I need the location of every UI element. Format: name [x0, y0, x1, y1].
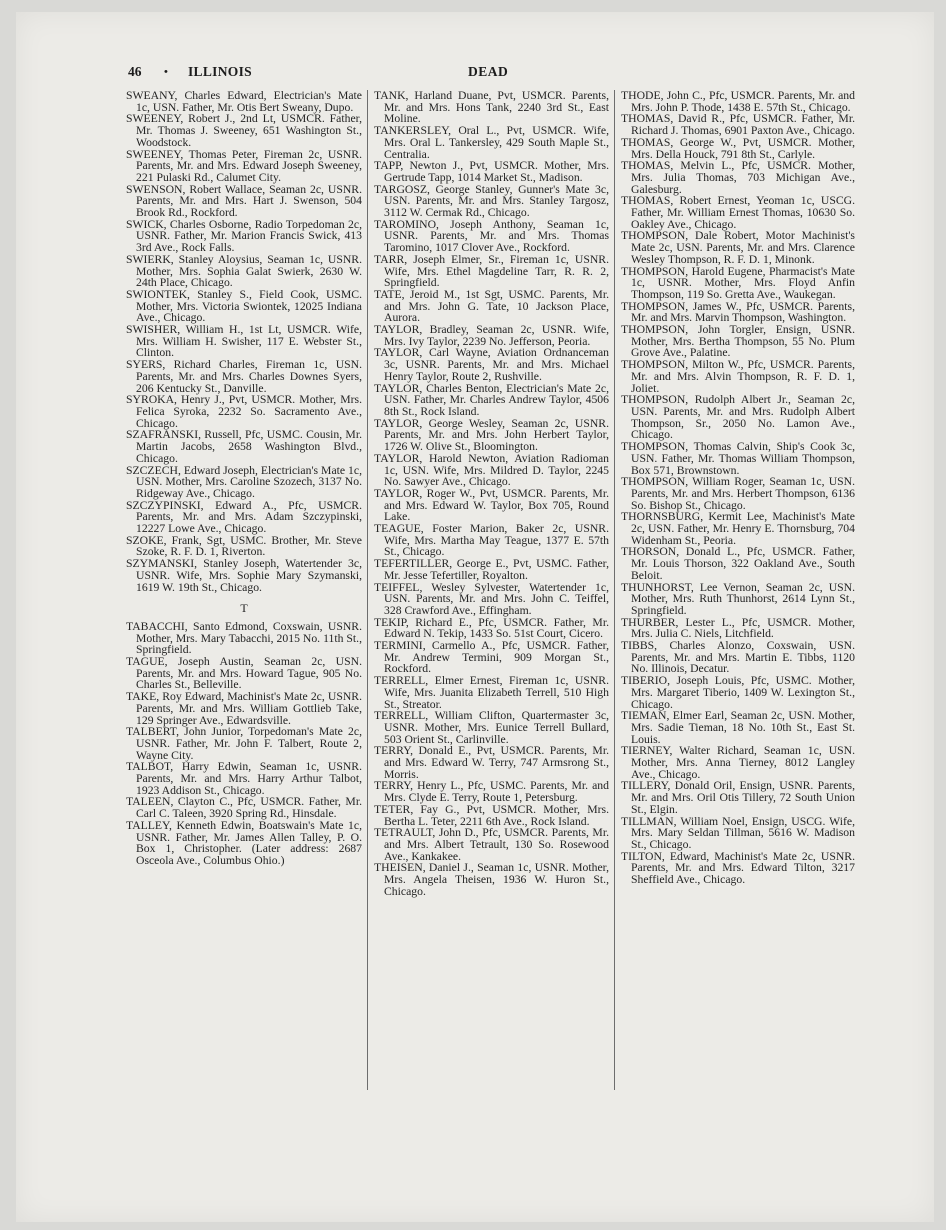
casualty-entry: TAYLOR, Bradley, Seaman 2c, USNR. Wife, Mrs. Ivy Taylor, 2239 No. Jefferson, Peoria. — [374, 323, 609, 348]
casualty-entry: TAKE, Roy Edward, Machinist's Mate 2c, USNR. Parents, Mr. and Mrs. William Gottlieb Take, 129 Springer Ave., Edwardsville. — [126, 690, 362, 727]
casualty-entry: THORSON, Donald L., Pfc, USMCR. Father, Mr. Louis Thorson, 322 Oakland Ave., South Beloit. — [621, 545, 855, 582]
casualty-entry: SWIERK, Stanley Aloysius, Seaman 1c, USNR. Mother, Mrs. Sophia Galat Swierk, 2630 W. 24th Place, Chicago. — [126, 252, 362, 290]
casualty-entry: SZCZECH, Edward Joseph, Electrician's Mate 1c, USN. Mother, Mrs. Caroline Szozech, 3137 No. Ridgeway Ave., Chicago. — [126, 463, 362, 500]
casualty-entry: TALEEN, Clayton C., Pfc, USMCR. Father, Mr. Carl C. Taleen, 3920 Spring Rd., Hinsdale. — [126, 795, 362, 821]
casualty-entry: SZAFRANSKI, Russell, Pfc, USMC. Cousin, Mr. Martin Jacobs, 2658 Washington Blvd., Chicago. — [126, 428, 362, 465]
casualty-entry: THUNHORST, Lee Vernon, Seaman 2c, USN. Mother, Mrs. Ruth Thunhorst, 2614 Lynn St., Springfield. — [621, 580, 855, 617]
casualty-entry: THOMPSON, Thomas Calvin, Ship's Cook 3c, USN. Father, Mr. Thomas William Thompson, Box 571, Brownstown. — [621, 440, 855, 477]
casualty-entry: TEIFFEL, Wesley Sylvester, Watertender 1c, USN. Parents, Mr. and Mrs. John C. Teiffel, 328 Crawford Ave., Effingham. — [374, 580, 609, 617]
state-name: ILLINOIS — [188, 64, 252, 79]
casualty-entry: TERRY, Donald E., Pvt, USMCR. Parents, Mr. and Mrs. Edward W. Terry, 747 Armsrong St., Morris. — [374, 744, 609, 781]
casualty-entry: THOMAS, Melvin L., Pfc, USMCR. Mother, Mrs. Julia Thomas, 703 Michigan Ave., Galesburg. — [621, 159, 855, 196]
casualty-entry: THOMPSON, Milton W., Pfc, USMCR. Parents, Mr. and Mrs. Alvin Thompson, R. F. D. 1, Joliet. — [621, 358, 855, 395]
casualty-entry: TILLERY, Donald Oril, Ensign, USNR. Parents, Mr. and Mrs. Oril Otis Tillery, 72 South Union St., Elgin. — [621, 779, 855, 816]
casualty-entry: SWICK, Charles Osborne, Radio Torpedoman 2c, USNR. Father, Mr. Marion Francis Swick, 413 3rd Ave., Rock Falls. — [126, 217, 362, 255]
casualty-entry: TIBBS, Charles Alonzo, Coxswain, USN. Parents, Mr. and Mrs. Martin E. Tibbs, 1120 No. Illinois, Decatur. — [621, 639, 855, 676]
casualty-entry: THORNSBURG, Kermit Lee, Machinist's Mate 2c, USN. Father, Mr. Henry E. Thornsburg, 704 Widenham St., Peoria. — [621, 510, 855, 547]
casualty-entry: THOMAS, George W., Pvt, USMCR. Mother, Mrs. Della Houck, 791 8th St., Carlyle. — [621, 135, 855, 161]
casualty-entry: TIERNEY, Walter Richard, Seaman 1c, USN. Mother, Mrs. Anna Tierney, 8012 Langley Ave., Chicago. — [621, 744, 855, 781]
casualty-entry: TARR, Joseph Elmer, Sr., Fireman 1c, USNR. Wife, Mrs. Ethel Magdeline Tarr, R. R. 2, Springfield. — [374, 252, 609, 290]
casualty-entry: TERRELL, William Clifton, Quartermaster 3c, USNR. Mother, Mrs. Eunice Terrell Bullard, 503 Orient St., Carlinville. — [374, 709, 609, 746]
casualty-entry: THOMAS, David R., Pfc, USMCR. Father, Mr. Richard J. Thomas, 6901 Paxton Ave., Chicago. — [621, 112, 855, 138]
casualty-entry: TABACCHI, Santo Edmond, Coxswain, USNR. Mother, Mrs. Mary Tabacchi, 2015 No. 11th St., Springfield. — [126, 619, 362, 657]
section-title: DEAD — [468, 64, 509, 79]
casualty-entry: SZOKE, Frank, Sgt, USMC. Brother, Mr. Steve Szoke, R. F. D. 1, Riverton. — [126, 533, 362, 559]
casualty-entry: TALBOT, Harry Edwin, Seaman 1c, USNR. Parents, Mr. and Mrs. Harry Arthur Talbot, 1923 Addison St., Chicago. — [126, 760, 362, 797]
column-divider — [367, 90, 368, 1090]
page-header — [128, 64, 856, 84]
casualty-entry: TAYLOR, Roger W., Pvt, USMCR. Parents, Mr. and Mrs. Edward W. Taylor, Box 705, Round Lake. — [374, 486, 609, 524]
casualty-entry: TAYLOR, Harold Newton, Aviation Radioman 1c, USN. Wife, Mrs. Mildred D. Taylor, 2245 No. Sawyer Ave., Chicago. — [374, 451, 609, 489]
casualty-entry: THURBER, Lester L., Pfc, USMCR. Mother, Mrs. Julia C. Niels, Litchfield. — [621, 615, 855, 641]
casualty-entry: THOMPSON, James W., Pfc, USMCR. Parents, Mr. and Mrs. Marvin Thompson, Washington. — [621, 299, 855, 325]
casualty-entry: SWIONTEK, Stanley S., Field Cook, USMC. Mother, Mrs. Victoria Swiontek, 12025 Indiana Ave., Chicago. — [126, 287, 362, 325]
casualty-entry: TAROMINO, Joseph Anthony, Seaman 1c, USNR. Parents, Mr. and Mrs. Thomas Taromino, 1017 Clover Ave., Rockford. — [374, 217, 609, 255]
casualty-entry: SWISHER, William H., 1st Lt, USMCR. Wife, Mrs. William H. Swisher, 117 E. Webster St., Clinton. — [126, 323, 362, 360]
casualty-entry: SYROKA, Henry J., Pvt, USMCR. Mother, Mrs. Felica Syroka, 2232 So. Sacramento Ave., Chicago. — [126, 393, 362, 430]
casualty-entry: TEKIP, Richard E., Pfc, USMCR. Father, Mr. Edward N. Tekip, 1433 So. 51st Court, Cicero. — [374, 615, 609, 641]
casualty-entry: TEAGUE, Foster Marion, Baker 2c, USNR. Wife, Mrs. Martha May Teague, 1377 E. 57th St., Chicago. — [374, 522, 609, 559]
casualty-entry: TERRELL, Elmer Ernest, Fireman 1c, USNR. Wife, Mrs. Juanita Elizabeth Terrell, 510 High St., Streator. — [374, 674, 609, 711]
casualty-entry: TETER, Fay G., Pvt, USMCR. Mother, Mrs. Bertha L. Teter, 2211 6th Ave., Rock Island. — [374, 802, 609, 828]
casualty-entry: TAYLOR, Charles Benton, Electrician's Mate 2c, USN. Father, Mr. Charles Andrew Taylor, 4506 8th St., Rock Island. — [374, 381, 609, 418]
casualty-entry: SYERS, Richard Charles, Fireman 1c, USN. Parents, Mr. and Mrs. Charles Downes Syers, 206 Kentucky St., Danville. — [126, 358, 362, 395]
casualty-entry: SWEENEY, Thomas Peter, Fireman 2c, USNR. Parents, Mr. and Mrs. Edward Joseph Sweeney, 221 Pulaski Rd., Calumet City. — [126, 147, 362, 184]
casualty-entry: TAPP, Newton J., Pvt, USMCR. Mother, Mrs. Gertrude Tapp, 1014 Market St., Madison. — [374, 159, 609, 184]
page-number: 46 — [128, 64, 142, 79]
casualty-entry: TATE, Jeroid M., 1st Sgt, USMC. Parents, Mr. and Mrs. John G. Tate, 10 Jackson Place, Aurora. — [374, 287, 609, 325]
casualty-entry: THOMPSON, Dale Robert, Motor Machinist's Mate 2c, USN. Parents, Mr. and Mrs. Clarence Wesley Thompson, R. F. D. 1, Minonk. — [621, 229, 855, 266]
casualty-entry: SWEENEY, Robert J., 2nd Lt, USMCR. Father, Mr. Thomas J. Sweeney, 651 Washington St., Woodstock. — [126, 112, 362, 149]
section-letter: T — [240, 601, 248, 616]
casualty-entry: TAYLOR, Carl Wayne, Aviation Ordnanceman 3c, USNR. Parents, Mr. and Mrs. Michael Henry Taylor, Route 2, Rushville. — [374, 346, 609, 383]
casualty-entry: THOMPSON, Rudolph Albert Jr., Seaman 2c, USN. Parents, Mr. and Mrs. Rudolph Albert Thompson, Sr., 2050 No. Lamon Ave., Chicago. — [621, 393, 855, 442]
casualty-entry: THOMPSON, William Roger, Seaman 1c, USN. Parents, Mr. and Mrs. Herbert Thompson, 6136 So. Bishop St., Chicago. — [621, 475, 855, 512]
casualty-entry: TETRAULT, John D., Pfc, USMCR. Parents, Mr. and Mrs. Albert Tetrault, 130 So. Rosewood Ave., Kankakee. — [374, 826, 609, 863]
casualty-entry: TEFERTILLER, George E., Pvt, USMC. Father, Mr. Jesse Tefertiller, Royalton. — [374, 557, 609, 582]
casualty-entry: TANKERSLEY, Oral L., Pvt, USMCR. Wife, Mrs. Oral L. Tankersley, 429 South Maple St., Centralia. — [374, 124, 609, 161]
casualty-entry: TAGUE, Joseph Austin, Seaman 2c, USN. Parents, Mr. and Mrs. Howard Tague, 905 No. Charles St., Belleville. — [126, 655, 362, 692]
column-2 — [374, 90, 609, 1090]
casualty-entry: TIBERIO, Joseph Louis, Pfc, USMC. Mother, Mrs. Margaret Tiberio, 1409 W. Lexington St., Chicago. — [621, 674, 855, 711]
casualty-entry: THODE, John C., Pfc, USMCR. Parents, Mr. and Mrs. John P. Thode, 1438 E. 57th St., Chicago. — [621, 90, 855, 114]
casualty-entry: SWEANY, Charles Edward, Electrician's Mate 1c, USN. Father, Mr. Otis Bert Sweany, Dupo. — [126, 90, 362, 114]
casualty-entry: TERRY, Henry L., Pfc, USMC. Parents, Mr. and Mrs. Clyde E. Terry, Route 1, Petersburg. — [374, 779, 609, 805]
casualty-entry: SZYMANSKI, Stanley Joseph, Watertender 3c, USNR. Wife, Mrs. Sophie Mary Szymanski, 1619 W. 19th St., Chicago. — [126, 557, 362, 594]
casualty-entry: SWENSON, Robert Wallace, Seaman 2c, USNR. Parents, Mr. and Mrs. Hart J. Swenson, 504 Brook Rd., Rockford. — [126, 182, 362, 220]
casualty-entry: SZCZYPINSKI, Edward A., Pfc, USMCR. Parents, Mr. and Mrs. Adam Szczypinski, 12227 Lowe Ave., Chicago. — [126, 498, 362, 536]
casualty-entry: TARGOSZ, George Stanley, Gunner's Mate 3c, USN. Parents, Mr. and Mrs. Stanley Targosz, 3112 W. Cermak Rd., Chicago. — [374, 182, 609, 220]
casualty-entry: TAYLOR, George Wesley, Seaman 2c, USNR. Parents, Mr. and Mrs. John Herbert Taylor, 1726 W. Olive St., Bloomington. — [374, 416, 609, 454]
bullet-icon: • — [164, 66, 168, 78]
casualty-entry: TIEMAN, Elmer Earl, Seaman 2c, USN. Mother, Mrs. Sadie Tieman, 18 No. 10th St., East St. Louis. — [621, 709, 855, 746]
casualty-entry: TILLMAN, William Noel, Ensign, USCG. Wife, Mrs. Mary Seldan Tillman, 5616 W. Madison St., Chicago. — [621, 814, 855, 851]
column-1 — [126, 90, 362, 1090]
casualty-entry: THOMAS, Robert Ernest, Yeoman 1c, USCG. Father, Mr. William Ernest Thomas, 10630 So. Oakley Ave., Chicago. — [621, 194, 855, 231]
casualty-entry: THOMPSON, John Torgler, Ensign, USNR. Mother, Mrs. Bertha Thompson, 55 No. Plum Grove Ave., Palatine. — [621, 323, 855, 360]
casualty-entry: THEISEN, Daniel J., Seaman 1c, USNR. Mother, Mrs. Angela Theisen, 1936 W. Huron St., Chicago. — [374, 861, 609, 898]
casualty-entry: TILTON, Edward, Machinist's Mate 2c, USNR. Parents, Mr. and Mrs. Edward Tilton, 3217 Sheffield Ave., Chicago. — [621, 849, 855, 887]
casualty-entry: TALLEY, Kenneth Edwin, Boatswain's Mate 1c, USNR. Father, Mr. James Allen Talley, P. O. Box 1, Christopher. (Later address: 2687 Osceola Ave., Columbus Ohio.) — [126, 818, 362, 867]
casualty-entry: TERMINI, Carmello A., Pfc, USMCR. Father, Mr. Andrew Termini, 909 Morgan St., Rockford. — [374, 639, 609, 676]
casualty-entry: THOMPSON, Harold Eugene, Pharmacist's Mate 1c, USNR. Mother, Mrs. Floyd Anfin Thompson, 119 So. Gretta Ave., Waukegan. — [621, 264, 855, 301]
column-3 — [621, 90, 855, 1090]
column-divider — [614, 90, 615, 1090]
casualty-entry: TANK, Harland Duane, Pvt, USMCR. Parents, Mr. and Mrs. Hons Tank, 2240 3rd St., East Moline. — [374, 90, 609, 126]
casualty-entry: TALBERT, John Junior, Torpedoman's Mate 2c, USNR. Father, Mr. John F. Talbert, Route 2, Wayne City. — [126, 725, 362, 762]
